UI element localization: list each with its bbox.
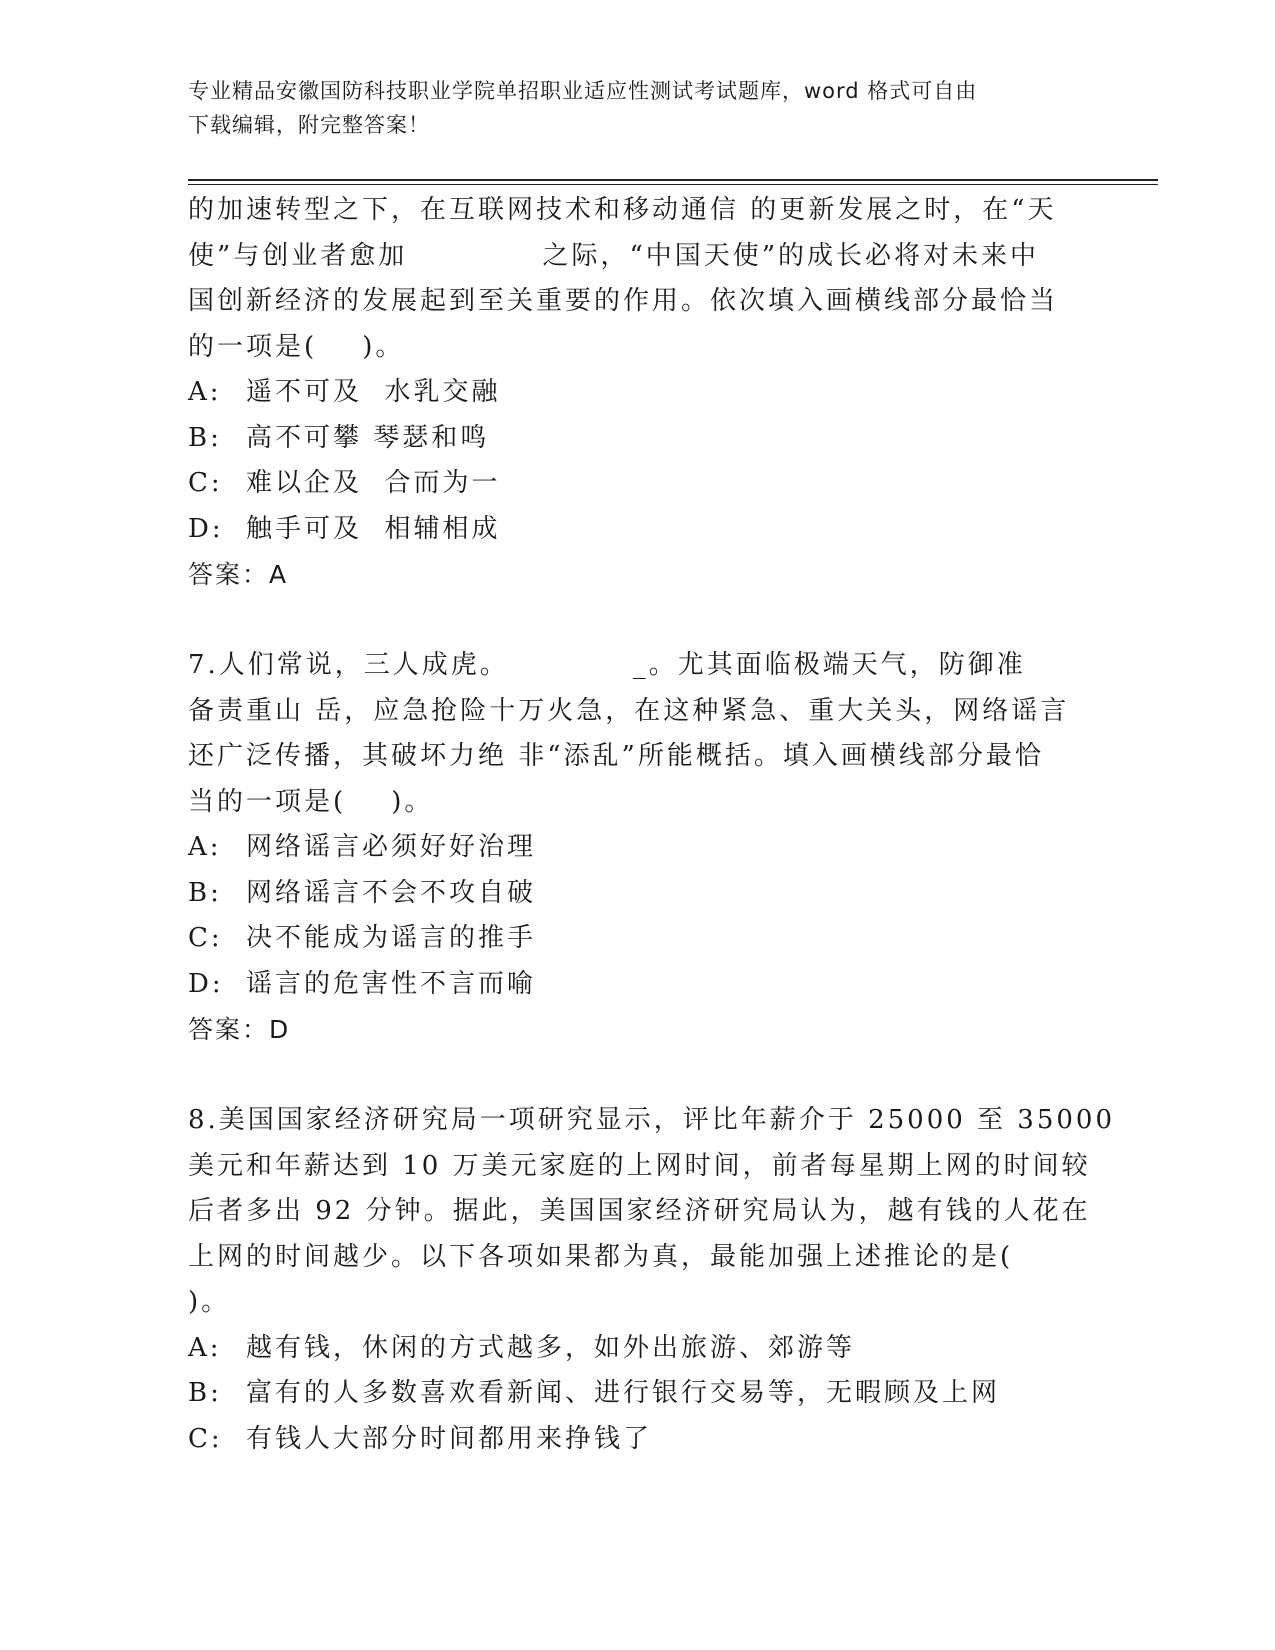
question-6 — [188, 188, 1088, 597]
option-d — [188, 962, 1088, 1008]
spacer — [188, 1052, 1088, 1098]
option-letter: B: — [188, 422, 222, 453]
option-text: 网络谣言不会不攻自破 — [246, 877, 537, 908]
spacer — [188, 597, 1088, 643]
option-text: 触手可及 相辅相成 — [246, 513, 501, 544]
question-text-line: 7.人们常说，三人成虎。 _。尤其面临极端天气，防御准 — [188, 650, 1026, 680]
option-b — [188, 1371, 1088, 1417]
option-a — [188, 825, 1088, 871]
option-c — [188, 1417, 1088, 1463]
option-letter: C: — [188, 1423, 223, 1454]
question-text-line: 上网的时间越少。以下各项如果都为真，最能加强上述推论的是( — [188, 1241, 1014, 1272]
option-b — [188, 416, 1088, 462]
document-body — [188, 188, 1116, 1462]
option-letter: D: — [188, 513, 224, 544]
question-text-line: 当的一项是( )。 — [188, 786, 434, 817]
option-letter: C: — [188, 468, 223, 498]
option-letter: A: — [188, 377, 222, 407]
option-text: 难以企及 合而为一 — [246, 468, 501, 498]
option-text: 有钱人大部分时间都用来挣钱了 — [246, 1423, 653, 1454]
question-text-line: 使”与创业者愈加 之际，“中国天使”的成长必将对未来中 — [188, 240, 1040, 271]
option-letter: A: — [188, 832, 222, 862]
question-text-line: 备责重山 岳，应急抢险十万火急，在这种紧急、重大关头，网络谣言 — [188, 695, 1070, 726]
option-a — [188, 370, 1088, 416]
option-letter: B: — [188, 1378, 222, 1408]
option-text: 富有的人多数喜欢看新闻、进行银行交易等，无暇顾及上网 — [246, 1378, 1001, 1408]
question-text-line: 美元和年薪达到 10 万美元家庭的上网时间，前者每星期上网的时间较 — [188, 1150, 1091, 1181]
header-line-2: 下载编辑，附完整答案！ — [188, 113, 430, 137]
question-text-line: 的加速转型之下，在互联网技术和移动通信 的更新发展之时，在“天 — [188, 195, 1057, 225]
option-letter: C: — [188, 923, 223, 953]
option-c — [188, 461, 1088, 507]
header-line-1: 专业精品安徽国防科技职业学院单招职业适应性测试考试题库，word 格式可自由 — [188, 79, 978, 103]
header-divider-thick — [188, 179, 1158, 181]
header-divider-thin — [188, 184, 1158, 185]
question-text-line: 国创新经济的发展起到至关重要的作用。依次填入画横线部分最恰当 — [188, 286, 1059, 316]
option-text: 越有钱，休闲的方式越多，如外出旅游、郊游等 — [246, 1332, 856, 1363]
option-text: 高不可攀 琴瑟和鸣 — [246, 422, 490, 453]
option-a — [188, 1326, 1088, 1372]
document-header — [188, 74, 1068, 142]
option-letter: B: — [188, 877, 222, 908]
option-text: 网络谣言必须好好治理 — [246, 832, 537, 862]
question-text-line: 的一项是( )。 — [188, 331, 405, 362]
answer-line: 答案：A — [188, 560, 289, 589]
option-b — [188, 871, 1088, 917]
option-c — [188, 916, 1088, 962]
question-text-line: )。 — [188, 1287, 231, 1317]
question-text-line: 后者多出 92 分钟。据此，美国国家经济研究局认为，越有钱的人花在 — [188, 1196, 1091, 1226]
question-7 — [188, 643, 1088, 1052]
option-letter: D: — [188, 968, 224, 999]
question-8 — [188, 1098, 1116, 1462]
answer-line: 答案：D — [188, 1015, 291, 1044]
option-text: 决不能成为谣言的推手 — [246, 923, 537, 953]
option-text: 谣言的危害性不言而喻 — [246, 968, 537, 999]
option-d — [188, 507, 1088, 553]
option-text: 遥不可及 水乳交融 — [246, 377, 501, 407]
option-letter: A: — [188, 1332, 222, 1363]
question-text-line: 还广泛传播，其破坏力绝 非“添乱”所能概括。填入画横线部分最恰 — [188, 741, 1044, 771]
question-text-line: 8.美国国家经济研究局一项研究显示，评比年薪介于 25000 至 35000 — [188, 1105, 1116, 1135]
